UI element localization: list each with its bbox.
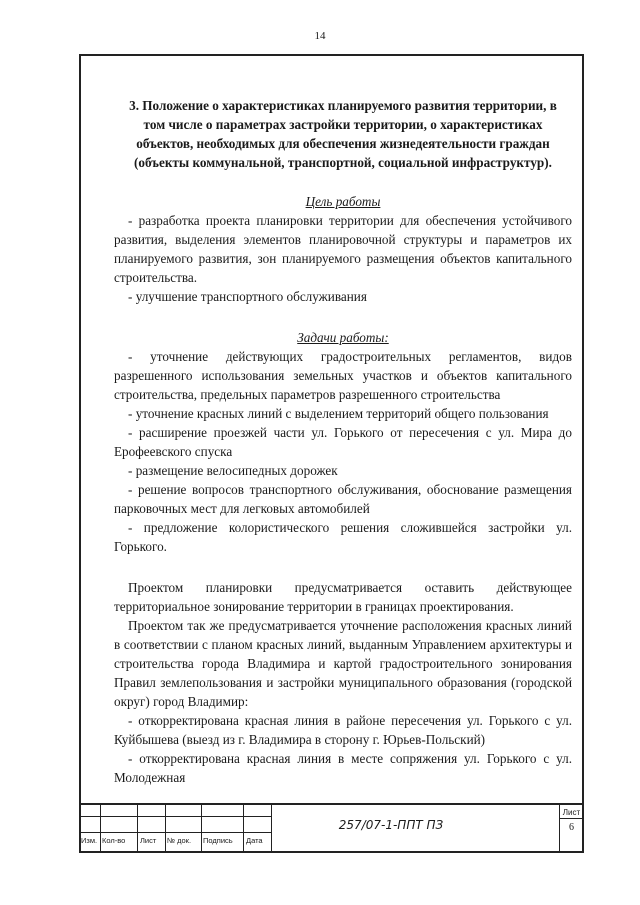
stamp-col-qty: Кол-во xyxy=(102,836,126,845)
goal-item: - разработка проекта планировки территории для обеспечения устойчивого развития, выделения элементов планировочной структуры и параметров их планируемого развития, зон планируемого размещения объектов капитального строительства. xyxy=(114,213,572,285)
document-body xyxy=(114,96,572,787)
body-paragraph: - откорректирована красная линия в районе пересечения ул. Горького с ул. Куйбышева (выезд из г. Владимира в сторону г. Юрьев-Польский) xyxy=(114,713,572,747)
task-item: - уточнение действующих градостроительных регламентов, видов разрешенного использования земельных участков и объектов капитального строительства, предельных параметров разрешенного строительства xyxy=(114,349,572,402)
task-item: - уточнение красных линий с выделением территорий общего пользования xyxy=(128,406,549,421)
page-number: 14 xyxy=(314,30,326,42)
stamp-col-doc: № док. xyxy=(167,836,192,845)
stamp-col-sheet: Лист xyxy=(140,836,157,845)
document-code: 257/07-1-ППТ ПЗ xyxy=(338,818,444,832)
stamp-col-date: Дата xyxy=(246,836,263,845)
sheet-label: Лист xyxy=(562,808,581,817)
tasks-title: Задачи работы: xyxy=(297,330,389,345)
body-paragraph: Проектом планировки предусматривается оставить действующее территориальное зонирование территории в границах проектирования. xyxy=(114,580,572,614)
goal-item: - улучшение транспортного обслуживания xyxy=(128,289,367,304)
task-item: - размещение велосипедных дорожек xyxy=(128,463,338,478)
body-paragraph: Проектом так же предусматривается уточнение расположения красных линий в соответствии с планом красных линий, выданным Управлением архитектуры и строительства города Владимира и картой градостроительного зонирования Правил землепользования и застройки муниципального образования (городской округ) город Владимир: xyxy=(114,618,572,709)
body-paragraph: - откорректирована красная линия в месте сопряжения ул. Горького с ул. Молодежная xyxy=(114,751,572,785)
sheet-number: 6 xyxy=(569,822,574,833)
task-item: - решение вопросов транспортного обслуживания, обоснование размещения парковочных мест для легковых автомобилей xyxy=(114,482,572,516)
task-item: - предложение колористического решения сложившейся застройки ул. Горького. xyxy=(114,520,572,554)
goal-title: Цель работы xyxy=(305,194,381,209)
section-heading: 3. Положение о характеристиках планируемого развития территории, в том числе о параметрах застройки территории, о характеристиках объектов, необходимых для обеспечения жизнедеятельности граждан (объекты коммунальной, транспортной, социальной инфраструктур). xyxy=(129,98,557,170)
task-item: - расширение проезжей части ул. Горького от пересечения с ул. Мира до Ерофеевского спуска xyxy=(114,425,572,459)
stamp-col-izm: Изм. xyxy=(81,836,98,845)
stamp-col-signature: Подпись xyxy=(203,836,233,845)
